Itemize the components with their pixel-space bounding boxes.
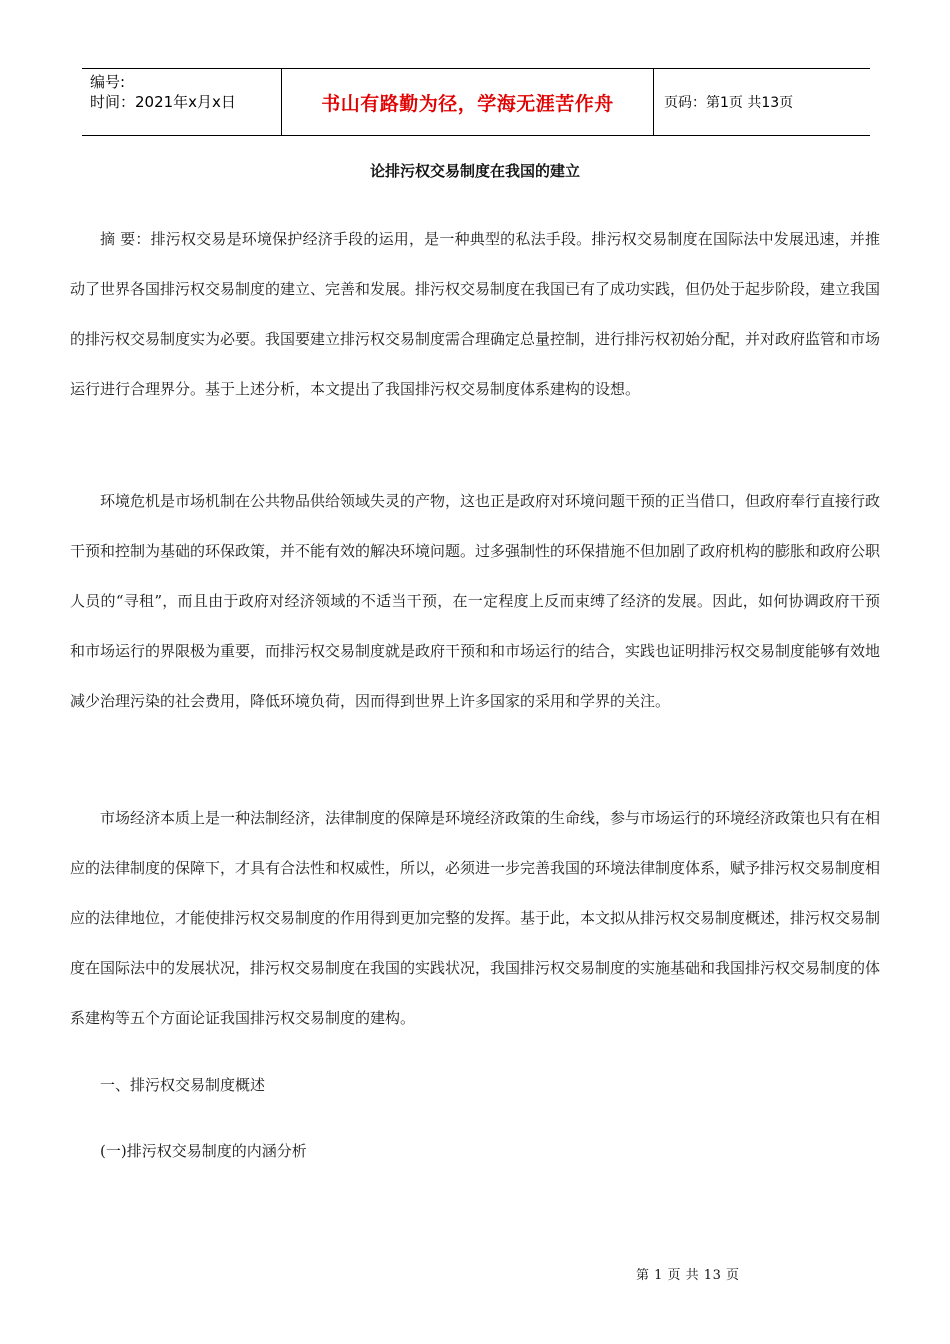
page-info-cell <box>654 69 870 135</box>
document-title: 论排污权交易制度在我国的建立 <box>369 162 580 180</box>
section-heading: 一、排污权交易制度概述 <box>100 1076 266 1094</box>
number-label: 编号: <box>90 73 126 91</box>
body-paragraph: 市场经济本质上是一种法制经济，法律制度的保障是环境经济政策的生命线，参与市场运行的环境经济政策也只有在相应的法律制度的保障下，才具有合法性和权威性，所以，必须进一步完善我国的环境法律制度体系，赋予排污权交易制度相应的法律地位，才能使排污权交易制度的作用得到更加完整的发挥。基于此，本文拟从排污权交易制度概述，排污权交易制度在国际法中的发展状况，排污权交易制度在我国的实践状况，我国排污权交易制度的实施基础和我国排污权交易制度的体系建构等五个方面论证我国排污权交易制度的建构。 <box>70 809 881 1027</box>
motto-cell <box>282 69 654 135</box>
date-line: 时间：2021年x月x日 <box>90 93 236 111</box>
header-table <box>82 68 870 136</box>
body-paragraph: 环境危机是市场机制在公共物品供给领域失灵的产物，这也正是政府对环境问题干预的正当借口，但政府奉行直接行政干预和控制为基础的环保政策，并不能有效的解决环境问题。过多强制性的环保措施不但加剧了政府机构的膨胀和政府公职人员的“寻租”，而且由于政府对经济领域的不适当干预，在一定程度上反而束缚了经济的发展。因此，如何协调政府干预和市场运行的界限极为重要，而排污权交易制度就是政府干预和和市场运行的结合，实践也证明排污权交易制度能够有效地减少治理污染的社会费用，降低环境负荷，因而得到世界上许多国家的采用和学界的关注。 <box>70 492 881 710</box>
page-info-text: 页码：第1页 共13页 <box>664 95 794 111</box>
page-footer: 第 1 页 共 13 页 <box>636 1268 740 1283</box>
header-meta-cell <box>82 69 282 135</box>
subsection-heading: (一)排污权交易制度的内涵分析 <box>100 1142 307 1160</box>
motto-text: 书山有路勤为径，学海无涯苦作舟 <box>321 92 614 115</box>
abstract-paragraph: 摘 要：排污权交易是环境保护经济手段的运用，是一种典型的私法手段。排污权交易制度在国际法中发展迅速，并推动了世界各国排污权交易制度的建立、完善和发展。排污权交易制度在我国已有了成功实践，但仍处于起步阶段，建立我国的排污权交易制度实为必要。我国要建立排污权交易制度需合理确定总量控制，进行排污权初始分配，并对政府监管和市场运行进行合理界分。基于上述分析，本文提出了我国排污权交易制度体系建构的设想。 <box>70 230 881 398</box>
